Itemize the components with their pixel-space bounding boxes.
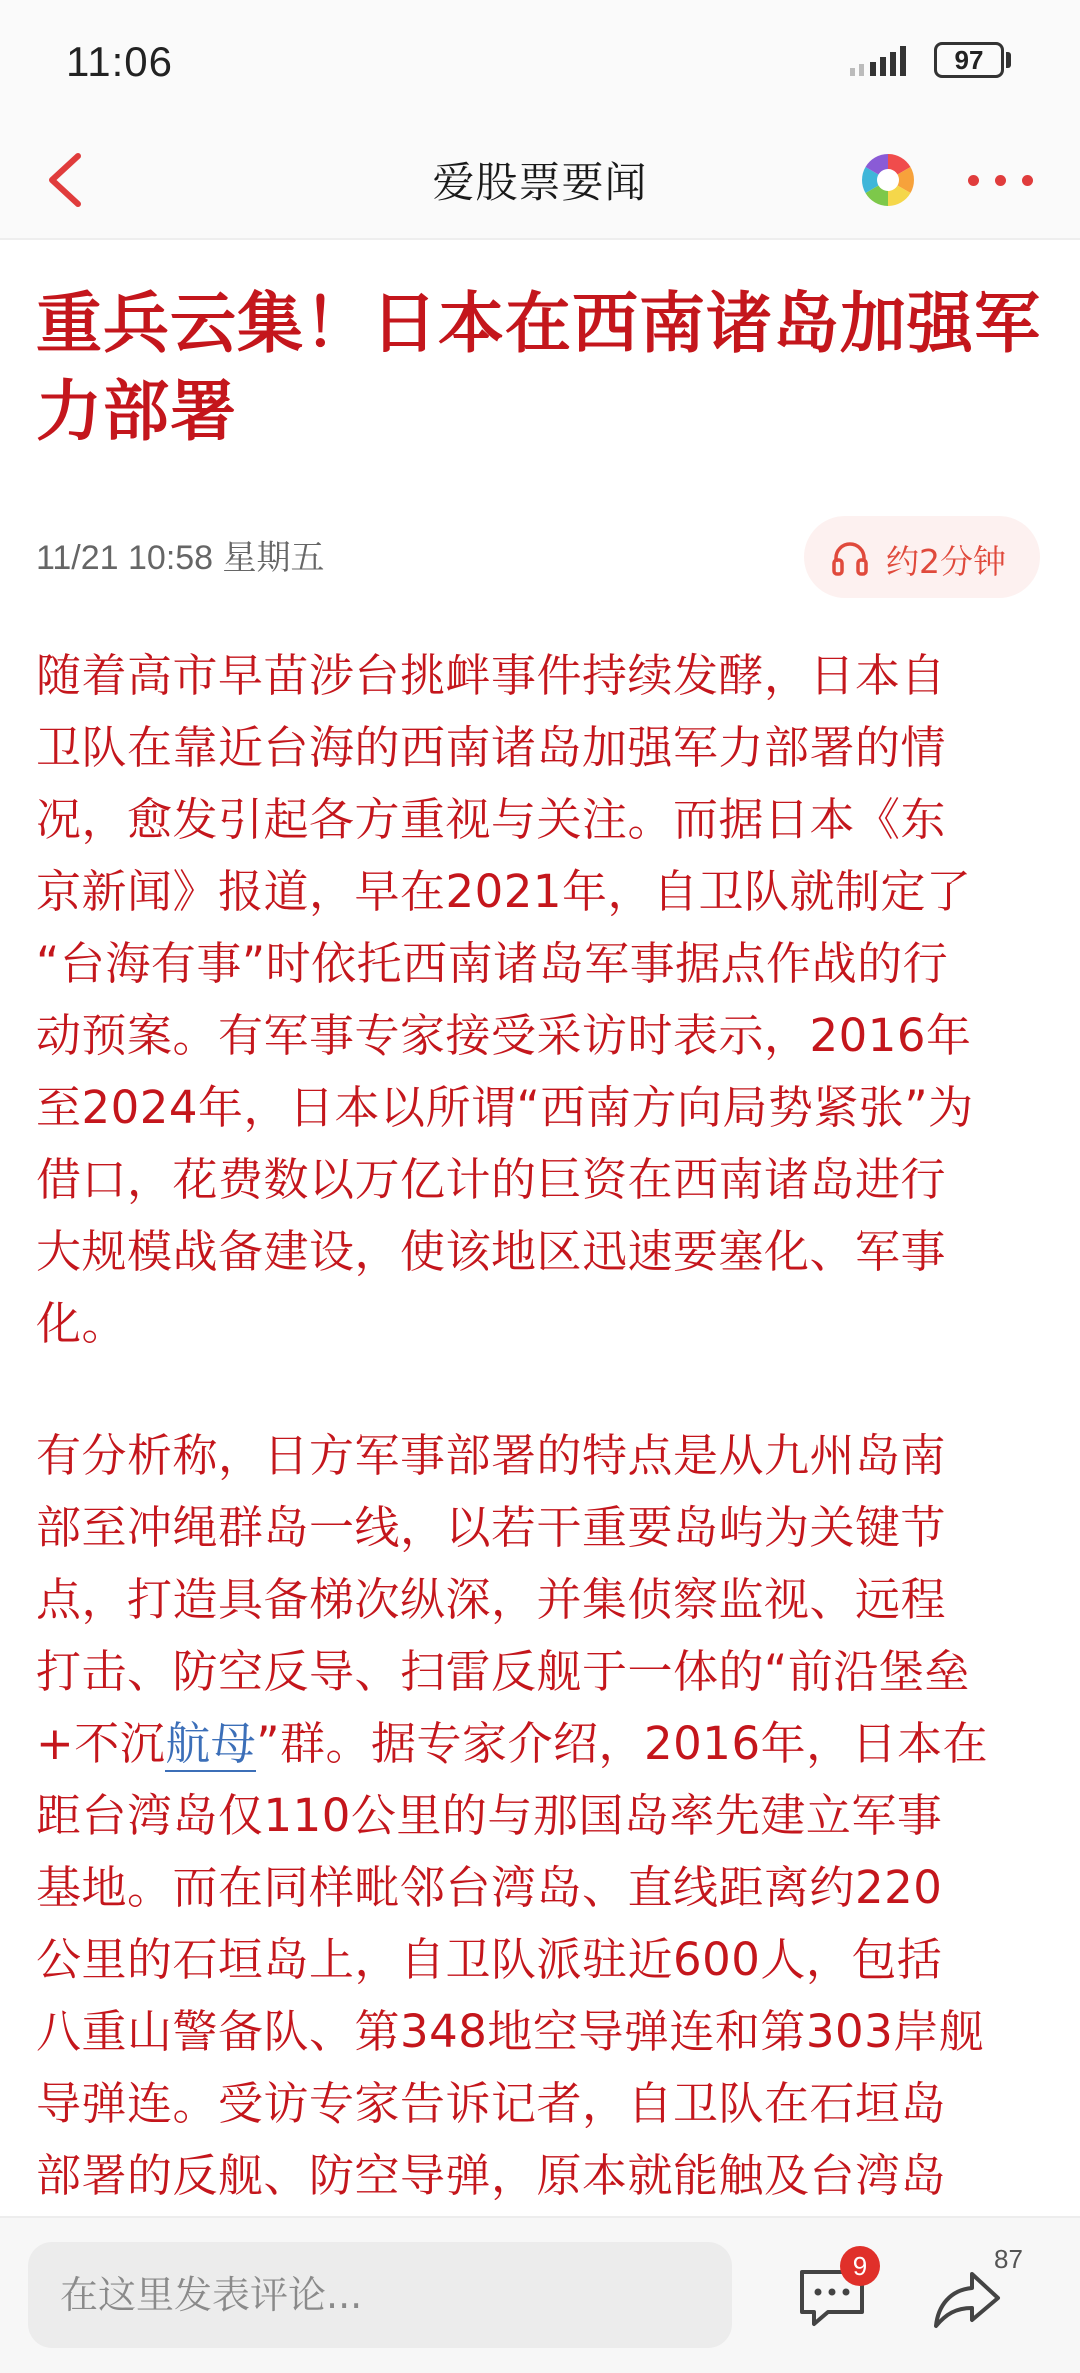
paragraph-line: 点，打造具备梯次纵深，并集侦察监视、远程 — [36, 1573, 947, 1626]
paragraph-line: 况，愈发引起各方重视与关注。而据日本《东 — [36, 793, 947, 846]
nav-bar — [0, 120, 1080, 240]
paragraph-line: 卫队在靠近台海的西南诸岛加强军力部署的情 — [36, 721, 947, 774]
paragraph-line: 随着高市早苗涉台挑衅事件持续发酵，日本自 — [36, 649, 947, 702]
headline-line: 力部署 — [36, 373, 237, 450]
listen-button[interactable] — [804, 516, 1040, 598]
paragraph-line: 化。 — [36, 1297, 128, 1350]
headphones-icon — [830, 538, 870, 578]
article-headline — [36, 280, 1046, 456]
paragraph-line: 京新闻》报道，早在2021年，自卫队就制定了 — [36, 865, 972, 918]
paragraph-line: 导弹连。受访专家告诉记者，自卫队在石垣岛 — [36, 2077, 947, 2130]
paragraph-line: 八重山警备队、第348地空导弹连和第303岸舰 — [36, 2005, 985, 2058]
paragraph-line: 大规模战备建设，使该地区迅速要塞化、军事 — [36, 1225, 947, 1278]
paragraph-line: “台海有事”时依托西南诸岛军事据点作战的行 — [36, 937, 949, 990]
status-time: 11:06 — [66, 38, 173, 85]
article-paragraph — [36, 640, 1046, 1360]
paragraph-line: 有分析称，日方军事部署的特点是从九州岛南 — [36, 1429, 947, 1482]
bottom-bar — [0, 2216, 1080, 2373]
headline-line: 重兵云集！日本在西南诸岛加强军 — [36, 285, 1041, 362]
paragraph-line: 公里的石垣岛上，自卫队派驻近600人，包括 — [36, 1933, 943, 1986]
article-date: 11/21 10:58 星期五 — [36, 539, 325, 577]
paragraph-line: 部署的反舰、防空导弹，原本就能触及台湾岛 — [36, 2149, 947, 2202]
status-bar — [0, 0, 1080, 120]
paragraph-line: 距台湾岛仅110公里的与那国岛率先建立军事 — [36, 1789, 943, 1842]
comment-count-badge: 9 — [840, 2246, 880, 2286]
text-segment: +不沉 — [36, 1717, 166, 1770]
signal-icon — [850, 44, 920, 78]
battery-tip — [1006, 52, 1011, 68]
battery-indicator: 97 — [934, 42, 1004, 78]
text-segment: ”群。据专家介绍，2016年，日本在 — [256, 1717, 989, 1770]
paragraph-line: 动预案。有军事专家接受采访时表示，2016年 — [36, 1009, 972, 1062]
article-paragraph — [36, 1420, 1046, 2212]
paragraph-line: 部至冲绳群岛一线，以若干重要岛屿为关键节 — [36, 1501, 947, 1554]
paragraph-line: 打击、防空反导、扫雷反舰于一体的“前沿堡垒 — [36, 1645, 970, 1698]
nav-title: 爱股票要闻 — [432, 158, 648, 207]
paragraph-line: 至2024年，日本以所谓“西南方向局势紧张”为 — [36, 1081, 974, 1134]
keyword-link[interactable]: 航母 — [165, 1717, 257, 1770]
paragraph-line: 基地。而在同样毗邻台湾岛、直线距离约220 — [36, 1861, 943, 1914]
paragraph-line: 借口，花费数以万亿计的巨资在西南诸岛进行 — [36, 1153, 947, 1206]
app-logo-icon[interactable] — [858, 150, 918, 210]
comment-input[interactable]: 在这里发表评论... — [28, 2242, 732, 2348]
more-dots-icon[interactable] — [966, 166, 1036, 194]
share-count: 87 — [994, 2244, 1023, 2274]
listen-duration: 约2分钟 — [886, 542, 1006, 581]
paragraph-line — [36, 1708, 1046, 1780]
